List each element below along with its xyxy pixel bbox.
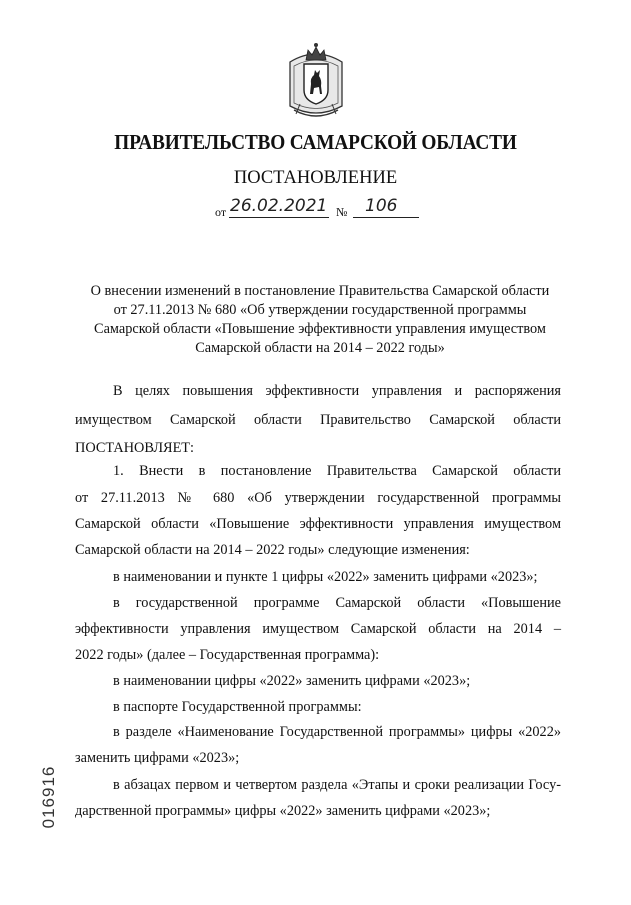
body-line: эффективности управления имуществом Самарской области на 2014 – (75, 621, 561, 637)
body-line: 2022 годы» (далее – Государственная программа): (75, 647, 380, 663)
document-subject (60, 282, 580, 358)
body-line: имуществом Самарской области Правительство Самарской области (75, 412, 561, 428)
body-line: Самарской области «Повышение эффективности управления имуществом (75, 516, 561, 532)
date-underline (229, 217, 329, 218)
number-label: № (336, 205, 348, 219)
body-line: 1. Внести в постановление Правительства Самарской области (113, 463, 561, 479)
body-line: заменить цифрами «2023»; (75, 750, 240, 766)
document-type: ПОСТАНОВЛЕНИЕ (233, 168, 398, 188)
body-line: в паспорте Государственной программы: (113, 699, 362, 715)
document-date: 26.02.2021 (230, 196, 328, 216)
subject-line: Самарской области «Повышение эффективности управления имуществом (94, 321, 546, 337)
coat-of-arms-emblem (286, 40, 346, 122)
document-reference (215, 197, 425, 221)
body-line: В целях повышения эффективности управления и распоряжения (113, 383, 561, 399)
document-number: 106 (365, 196, 398, 216)
body-line: дарственной программы» цифры «2022» заменить цифрами «2023»; (75, 803, 491, 819)
government-title: ПРАВИТЕЛЬСТВО САМАРСКОЙ ОБЛАСТИ (114, 130, 517, 154)
body-line: Самарской области на 2014 – 2022 годы» следующие изменения: (75, 542, 470, 558)
number-underline (353, 217, 419, 218)
subject-line: О внесении изменений в постановление Правительства Самарской области (90, 283, 550, 299)
side-stamp-number: 016916 (39, 765, 58, 829)
date-label: от (215, 205, 227, 219)
subject-line: от 27.11.2013 № 680 «Об утверждении государственной программы (113, 302, 527, 318)
body-line: от 27.11.2013 № 680 «Об утверждении государственной программы (75, 490, 561, 506)
body-line: в абзацах первом и четвертом раздела «Этапы и сроки реализации Госу- (113, 777, 561, 793)
body-line: в наименовании цифры «2022» заменить цифрами «2023»; (113, 673, 471, 689)
body-line: в государственной программе Самарской области «Повышение (113, 595, 561, 611)
subject-line: Самарской области на 2014 – 2022 годы» (195, 340, 445, 356)
body-line: в разделе «Наименование Государственной программы» цифры «2022» (113, 724, 561, 740)
body-line: в наименовании и пункте 1 цифры «2022» заменить цифрами «2023»; (113, 569, 538, 585)
body-line: ПОСТАНОВЛЯЕТ: (75, 440, 195, 456)
